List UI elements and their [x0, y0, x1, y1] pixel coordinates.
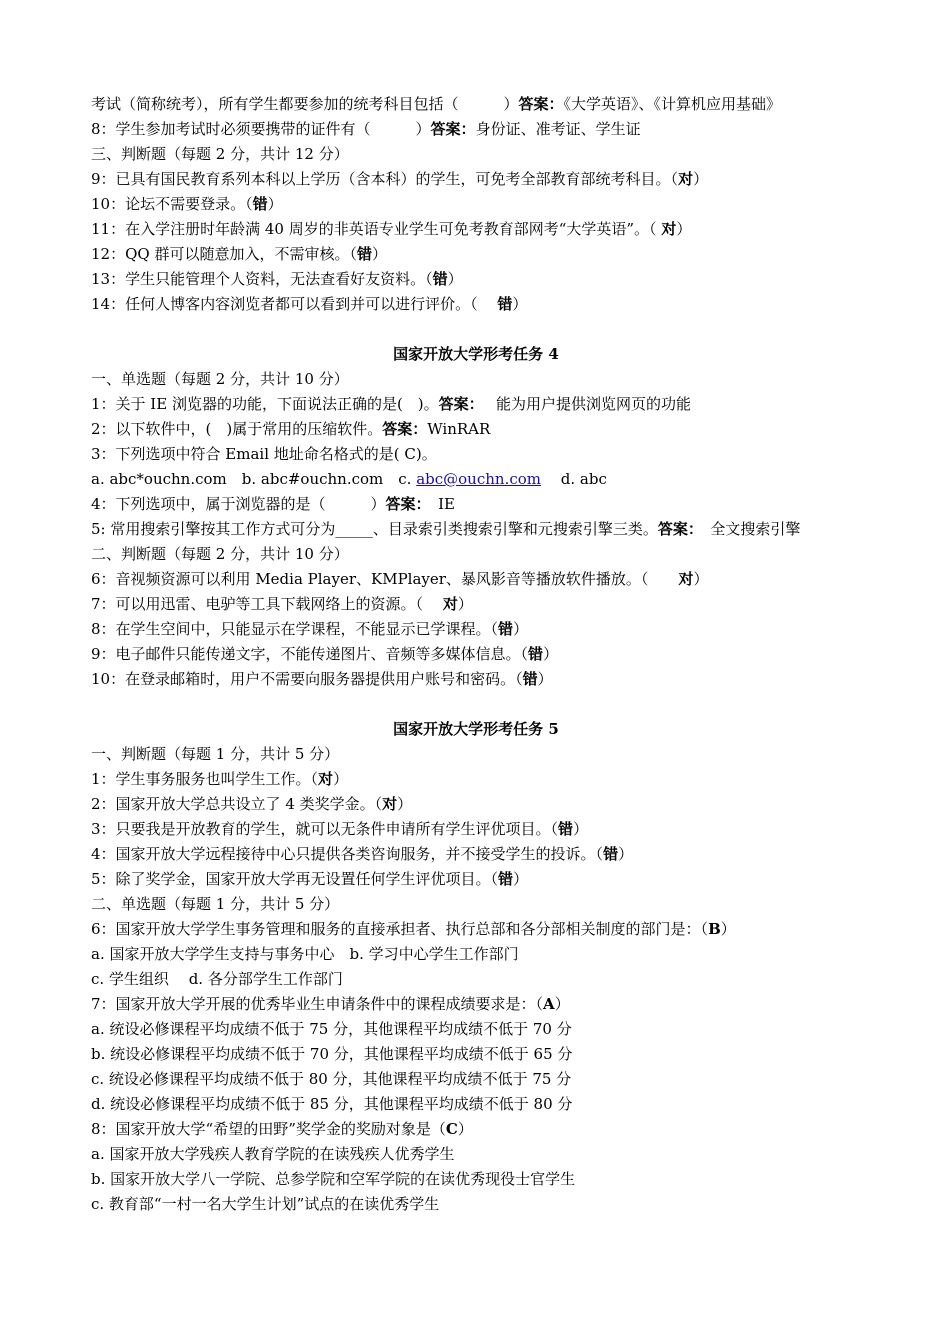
task4-title: 国家开放大学形考任务 4 — [393, 345, 559, 363]
question-text: 考试（简称统考），所有学生都要参加的统考科目包括（ ） — [91, 95, 519, 113]
option-line: d. 统设必修课程平均成绩不低于 85 分，其他课程平均成绩不低于 80 分 — [91, 1095, 573, 1113]
question-4-line — [91, 492, 861, 517]
option-text: d. abc — [541, 470, 607, 488]
option-line: a. 国家开放大学残疾人教育学院的在读残疾人优秀学生 — [91, 1145, 455, 1163]
question-text: 1：学生事务服务也叫学生工作。（ — [91, 770, 319, 788]
answer-text: 能为用户提供浏览网页的功能 — [476, 395, 691, 413]
paren-close: ） — [457, 595, 473, 613]
question-text: 8：国家开放大学“希望的田野”奖学金的奖励对象是（ — [91, 1120, 446, 1138]
question-text: 12：QQ 群可以随意加入，不需审核。（ — [91, 245, 357, 263]
answer-mark: 错 — [498, 620, 514, 638]
question-text: 4：下列选项中，属于浏览器的是（ ） — [91, 495, 386, 513]
question-text: 9：已具有国民教育系列本科以上学历（含本科）的学生，可免考全部教育部统考科目。（ — [91, 170, 679, 188]
answer-mark: 对 — [678, 170, 694, 188]
question-8-line — [91, 117, 861, 142]
answer-mark: 错 — [497, 295, 513, 313]
answer-label: 答案： — [518, 95, 564, 113]
question-text: 2：国家开放大学总共设立了 4 类奖学金。（ — [91, 795, 383, 813]
paren-close: ） — [720, 920, 736, 938]
question-text: 14：任何人博客内容浏览者都可以看到并可以进行评价。（ — [91, 295, 498, 313]
answer-text: 全文搜索引擎 — [695, 520, 801, 538]
option-line: a. 统设必修课程平均成绩不低于 75 分，其他课程平均成绩不低于 70 分 — [91, 1020, 572, 1038]
section-header: 二、判断题（每题 2 分，共计 10 分） — [91, 545, 349, 563]
question-text: 9：电子邮件只能传递文字，不能传递图片、音频等多媒体信息。（ — [91, 645, 529, 663]
answer-text: WinRAR — [427, 420, 491, 438]
judge-1-line — [91, 767, 861, 792]
answer-label: 答案： — [430, 120, 476, 138]
answer-label: 答案： — [657, 520, 696, 538]
question-2-line — [91, 417, 861, 442]
question-1-line — [91, 392, 861, 417]
question-text: 7：国家开放大学开展的优秀毕业生申请条件中的课程成绩要求是：（ — [91, 995, 544, 1013]
question-text: 2：以下软件中，( )属于常用的压缩软件。 — [91, 420, 383, 438]
paren-close: ） — [618, 845, 634, 863]
option-line: b. 国家开放大学八一学院、总参学院和空军学院的在读优秀现役士官学生 — [91, 1170, 576, 1188]
email-link[interactable]: abc@ouchn.com — [416, 470, 541, 488]
answer-mark: 错 — [432, 270, 448, 288]
answer-mark: C — [445, 1120, 458, 1138]
section-header: 二、单选题（每题 1 分，共计 5 分） — [91, 895, 340, 913]
question-7-line — [91, 992, 861, 1017]
answer-mark: 对 — [661, 220, 677, 238]
paren-close: ） — [457, 1120, 473, 1138]
paren-close: ） — [573, 820, 589, 838]
answer-text: 《大学英语》、《计算机应用基础》 — [563, 95, 782, 113]
answer-mark: 错 — [528, 645, 544, 663]
paren-close: ） — [513, 870, 529, 888]
document-page — [91, 92, 861, 1217]
answer-mark: 错 — [498, 870, 514, 888]
paren-close: ） — [267, 195, 283, 213]
question-text: 3：只要我是开放教育的学生，就可以无条件申请所有学生评优项目。（ — [91, 820, 559, 838]
answer-label: 答案： — [438, 395, 477, 413]
answer-mark: B — [708, 920, 721, 938]
question-3-options — [91, 467, 861, 492]
judge-2-line — [91, 792, 861, 817]
judge-13-line — [91, 267, 861, 292]
task5-title: 国家开放大学形考任务 5 — [393, 720, 559, 738]
paren-close: ） — [512, 295, 528, 313]
option-line: b. 统设必修课程平均成绩不低于 70 分，其他课程平均成绩不低于 65 分 — [91, 1045, 573, 1063]
question-text: 7：可以用迅雷、电驴等工具下载网络上的资源。（ — [91, 595, 443, 613]
question-text: 10：在登录邮箱时，用户不需要向服务器提供用户账号和密码。（ — [91, 670, 523, 688]
section-header: 一、判断题（每题 1 分，共计 5 分） — [91, 745, 340, 763]
question-text: 4：国家开放大学远程接待中心只提供各类咨询服务，并不接受学生的投诉。（ — [91, 845, 604, 863]
question-8-line — [91, 1117, 861, 1142]
judge-9-line — [91, 167, 861, 192]
answer-mark: 对 — [442, 595, 458, 613]
question-text: 8：学生参加考试时必须要携带的证件有（ ） — [91, 120, 431, 138]
answer-text: 身份证、准考证、学生证 — [475, 120, 641, 138]
answer-mark: 错 — [558, 820, 574, 838]
question-text: 1：关于 IE 浏览器的功能，下面说法正确的是( )。 — [91, 395, 439, 413]
paren-close: ） — [371, 245, 387, 263]
paren-close: ） — [676, 220, 692, 238]
answer-mark: 对 — [382, 795, 398, 813]
question-5-line — [91, 517, 861, 542]
answer-mark: 错 — [603, 845, 619, 863]
spacer — [91, 317, 861, 342]
paren-close: ） — [543, 645, 559, 663]
judge-14-line — [91, 292, 861, 317]
judge-6-line — [91, 567, 861, 592]
paren-close: ） — [513, 620, 529, 638]
question-3-line — [91, 442, 861, 467]
question-text: 6：音视频资源可以利用 Media Player、KMPlayer、暴风影音等播放软件播放。（ — [91, 570, 679, 588]
answer-mark: 错 — [252, 195, 268, 213]
question-text: 5：除了奖学金，国家开放大学再无设置任何学生评优项目。（ — [91, 870, 499, 888]
option-line: a. 国家开放大学学生支持与事务中心 b. 学习中心学生工作部门 — [91, 945, 519, 963]
judge-4-line — [91, 842, 861, 867]
answer-text: IE — [423, 495, 455, 513]
answer-mark: 对 — [318, 770, 334, 788]
option-text: a. abc*ouchn.com b. abc#ouchn.com c. — [91, 470, 417, 488]
answer-mark: A — [543, 995, 555, 1013]
question-text: 10：论坛不需要登录。（ — [91, 195, 253, 213]
paren-close: ） — [447, 270, 463, 288]
section-header: 三、判断题（每题 2 分，共计 12 分） — [91, 145, 349, 163]
question-6-line — [91, 917, 861, 942]
judge-12-line — [91, 242, 861, 267]
judge-8-line — [91, 617, 861, 642]
answer-label: 答案： — [385, 495, 424, 513]
option-line: c. 教育部“一村一名大学生计划”试点的在读优秀学生 — [91, 1195, 440, 1213]
answer-mark: 对 — [678, 570, 694, 588]
question-text: 8：在学生空间中，只能显示在学课程，不能显示已学课程。（ — [91, 620, 499, 638]
answer-mark: 错 — [356, 245, 372, 263]
paren-close: ） — [397, 795, 413, 813]
judge-5-line — [91, 867, 861, 892]
judge-7-line — [91, 592, 861, 617]
paren-close: ） — [693, 170, 709, 188]
paren-close: ） — [693, 570, 709, 588]
judge-3-line — [91, 817, 861, 842]
judge-9-line — [91, 642, 861, 667]
spacer — [91, 692, 861, 717]
paren-close: ） — [537, 670, 553, 688]
judge-10-line — [91, 667, 861, 692]
answer-mark: 错 — [522, 670, 538, 688]
paren-close: ） — [554, 995, 570, 1013]
option-line: c. 统设必修课程平均成绩不低于 80 分，其他课程平均成绩不低于 75 分 — [91, 1070, 572, 1088]
question-text: 13：学生只能管理个人资料，无法查看好友资料。（ — [91, 270, 433, 288]
section-header: 一、单选题（每题 2 分，共计 10 分） — [91, 370, 349, 388]
question-text: 11：在入学注册时年龄满 40 周岁的非英语专业学生可免考教育部网考“大学英语”。（ — [91, 220, 662, 238]
option-line: c. 学生组织 d. 各分部学生工作部门 — [91, 970, 343, 988]
question-text: 3：下列选项中符合 Email 地址命名格式的是( C)。 — [91, 445, 437, 463]
paren-close: ） — [333, 770, 349, 788]
answer-label: 答案： — [382, 420, 428, 438]
question-text: 5: 常用搜索引擎按其工作方式可分为_____、目录索引类搜索引擎和元搜索引擎三类。 — [91, 520, 658, 538]
judge-10-line — [91, 192, 861, 217]
question-text: 6：国家开放大学学生事务管理和服务的直接承担者、执行总部和各分部相关制度的部门是：（ — [91, 920, 709, 938]
judge-11-line — [91, 217, 861, 242]
question-7-line — [91, 92, 861, 117]
